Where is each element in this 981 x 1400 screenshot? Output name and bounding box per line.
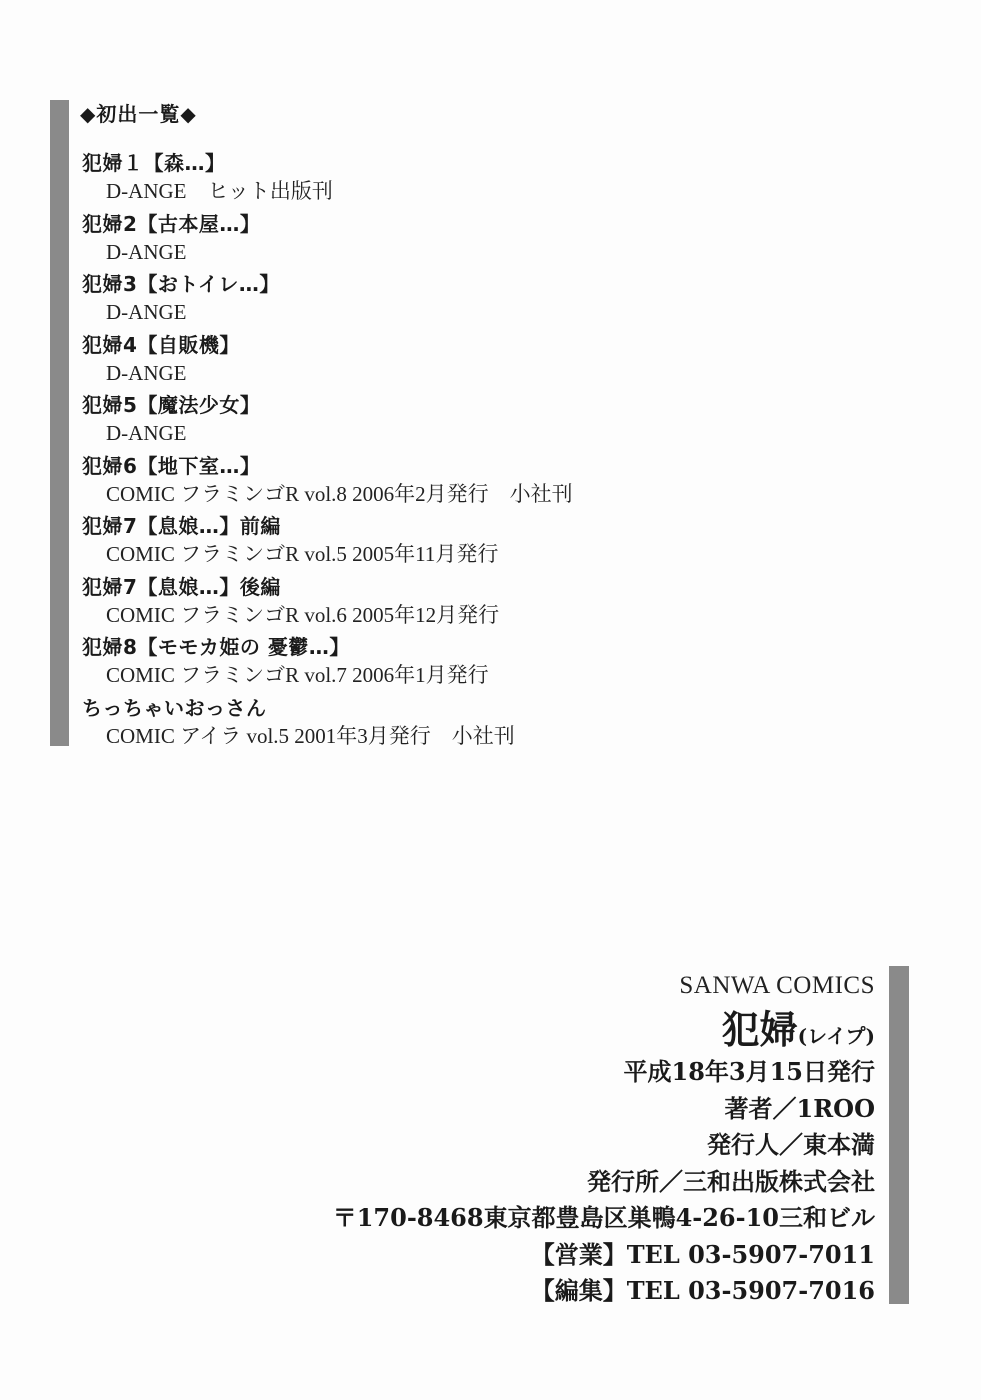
list-item — [82, 572, 782, 633]
left-accent-bar — [50, 100, 69, 746]
entry-source: D-ANGE — [106, 360, 187, 385]
list-item — [82, 693, 782, 754]
author-line: 著者／1ROO — [724, 1093, 875, 1123]
book-title-row — [333, 1006, 875, 1054]
list-item — [82, 451, 782, 512]
address-line: 〒170-8468東京都豊島区巣鴨4-26-10三和ビル — [332, 1203, 875, 1232]
entry-source: COMIC フラミンゴR vol.5 2005年11月発行 — [106, 542, 499, 566]
entry-source: D-ANGE ヒット出版刊 — [106, 179, 333, 203]
list-item — [82, 269, 782, 330]
entry-source: COMIC フラミンゴR vol.6 2005年12月発行 — [106, 602, 500, 627]
entry-title: 犯婦7【息娘…】前編 — [82, 514, 281, 538]
entry-source: D-ANGE — [106, 300, 187, 324]
entry-title: 犯婦１【森…】 — [82, 151, 226, 175]
publisher-line: 発行所／三和出版株式会社 — [587, 1166, 875, 1196]
entry-source: D-ANGE — [106, 239, 187, 264]
first-appearance-list — [82, 148, 782, 753]
entry-title: 犯婦8【モモカ姫の 憂鬱…】 — [82, 635, 350, 659]
list-item — [82, 148, 782, 209]
entry-title: ちっちゃいおっさん — [82, 695, 267, 720]
entry-source: D-ANGE — [106, 421, 187, 445]
entry-title: 犯婦6【地下室…】 — [82, 453, 261, 478]
entry-source: COMIC フラミンゴR vol.7 2006年1月発行 — [106, 663, 489, 687]
editorial-tel-line: 【編集】TEL 03-5907-7016 — [530, 1276, 875, 1305]
sales-tel-line: 【営業】TEL 03-5907-7011 — [530, 1239, 875, 1269]
entry-title: 犯婦3【おトイレ…】 — [82, 272, 280, 296]
list-item — [82, 330, 782, 391]
list-item — [82, 209, 782, 270]
entry-title: 犯婦2【古本屋…】 — [82, 211, 261, 236]
entry-title: 犯婦5【魔法少女】 — [82, 393, 261, 417]
publisher-person-line: 発行人／東本満 — [707, 1130, 875, 1159]
colophon-block — [333, 966, 875, 1310]
entry-title: 犯婦4【自販機】 — [82, 332, 240, 357]
list-item — [82, 632, 782, 693]
publish-date: 平成18年3月15日発行 — [623, 1057, 875, 1086]
list-item — [82, 511, 782, 572]
entry-source: COMIC アイラ vol.5 2001年3月発行 小社刊 — [106, 723, 515, 748]
book-title: 犯婦 — [721, 1007, 798, 1052]
entry-title: 犯婦7【息娘…】後編 — [82, 574, 281, 599]
series-name: SANWA COMICS — [679, 972, 875, 999]
list-item — [82, 390, 782, 451]
entry-source: COMIC フラミンゴR vol.8 2006年2月発行 小社刊 — [106, 481, 573, 506]
right-accent-bar — [889, 966, 909, 1304]
first-appearance-heading: ◆初出一覧◆ — [80, 102, 197, 126]
book-title-reading: (レイプ) — [797, 1024, 875, 1048]
